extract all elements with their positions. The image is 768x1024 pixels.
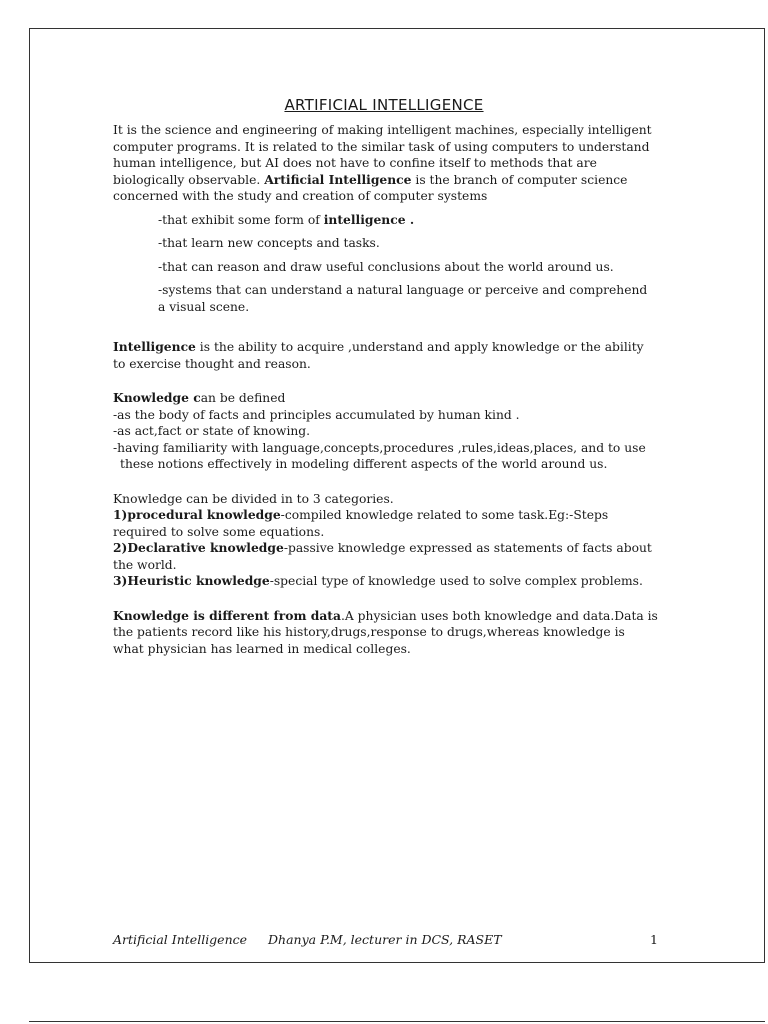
category-item: 1)procedural knowledge-compiled knowledge related to some task.Eg:-Steps required to solve some equations. xyxy=(113,507,609,539)
page-divider xyxy=(29,1021,765,1022)
intelligence-paragraph: Intelligence is the ability to acquire ,understand and apply knowledge or the ability to exercise thought and reason. xyxy=(113,339,644,371)
intro-bold-term: Artificial Intelligence xyxy=(264,171,412,187)
footer-author: Dhanya P.M, lecturer in DCS, RASET xyxy=(268,932,502,947)
bullet-item: -that can reason and draw useful conclusions about the world around us. xyxy=(158,259,614,274)
page-title: ARTIFICIAL INTELLIGENCE xyxy=(284,96,484,114)
page-number: 1 xyxy=(650,932,658,947)
knowledge-line: -having familiarity with language,concepts,procedures ,rules,ideas,places, and to use xyxy=(113,440,646,455)
knowledge-line: -as act,fact or state of knowing. xyxy=(113,424,311,438)
bullet-item: -that exhibit some form of intelligence . xyxy=(158,211,415,227)
knowledge-heading: Knowledge can be defined xyxy=(113,390,286,405)
categories-intro: Knowledge can be divided in to 3 categories. xyxy=(113,491,394,506)
category-item: 3)Heuristic knowledge-special type of knowledge used to solve complex problems. xyxy=(113,573,643,588)
category-item: 2)Declarative knowledge-passive knowledge expressed as statements of facts about the world. xyxy=(113,540,652,572)
intro-paragraph: It is the science and engineering of making intelligent machines, especially intelligent computer programs. It is related to the similar task of using computers to understand human intelligence, but AI does not have to confine itself to methods that are biologically observable. Artificial Intelligence is the branch of computer science concerned with the study and creation of computer systems xyxy=(113,123,652,203)
knowledge-line: -as the body of facts and principles accumulated by human kind . xyxy=(113,407,520,422)
data-paragraph: Knowledge is different from data.A physician uses both knowledge and data.Data is the patients record like his history,drugs,response to drugs,whereas knowledge is what physician has learned in medical colleges. xyxy=(113,607,658,656)
knowledge-line: these notions effectively in modeling different aspects of the world around us. xyxy=(120,457,608,471)
bullet-item: -that learn new concepts and tasks. xyxy=(158,236,380,250)
document-body xyxy=(113,122,658,657)
footer-doc-title: Artificial Intelligence xyxy=(113,932,248,947)
bullet-item: -systems that can understand a natural language or perceive and comprehend a visual scene. xyxy=(158,283,648,314)
